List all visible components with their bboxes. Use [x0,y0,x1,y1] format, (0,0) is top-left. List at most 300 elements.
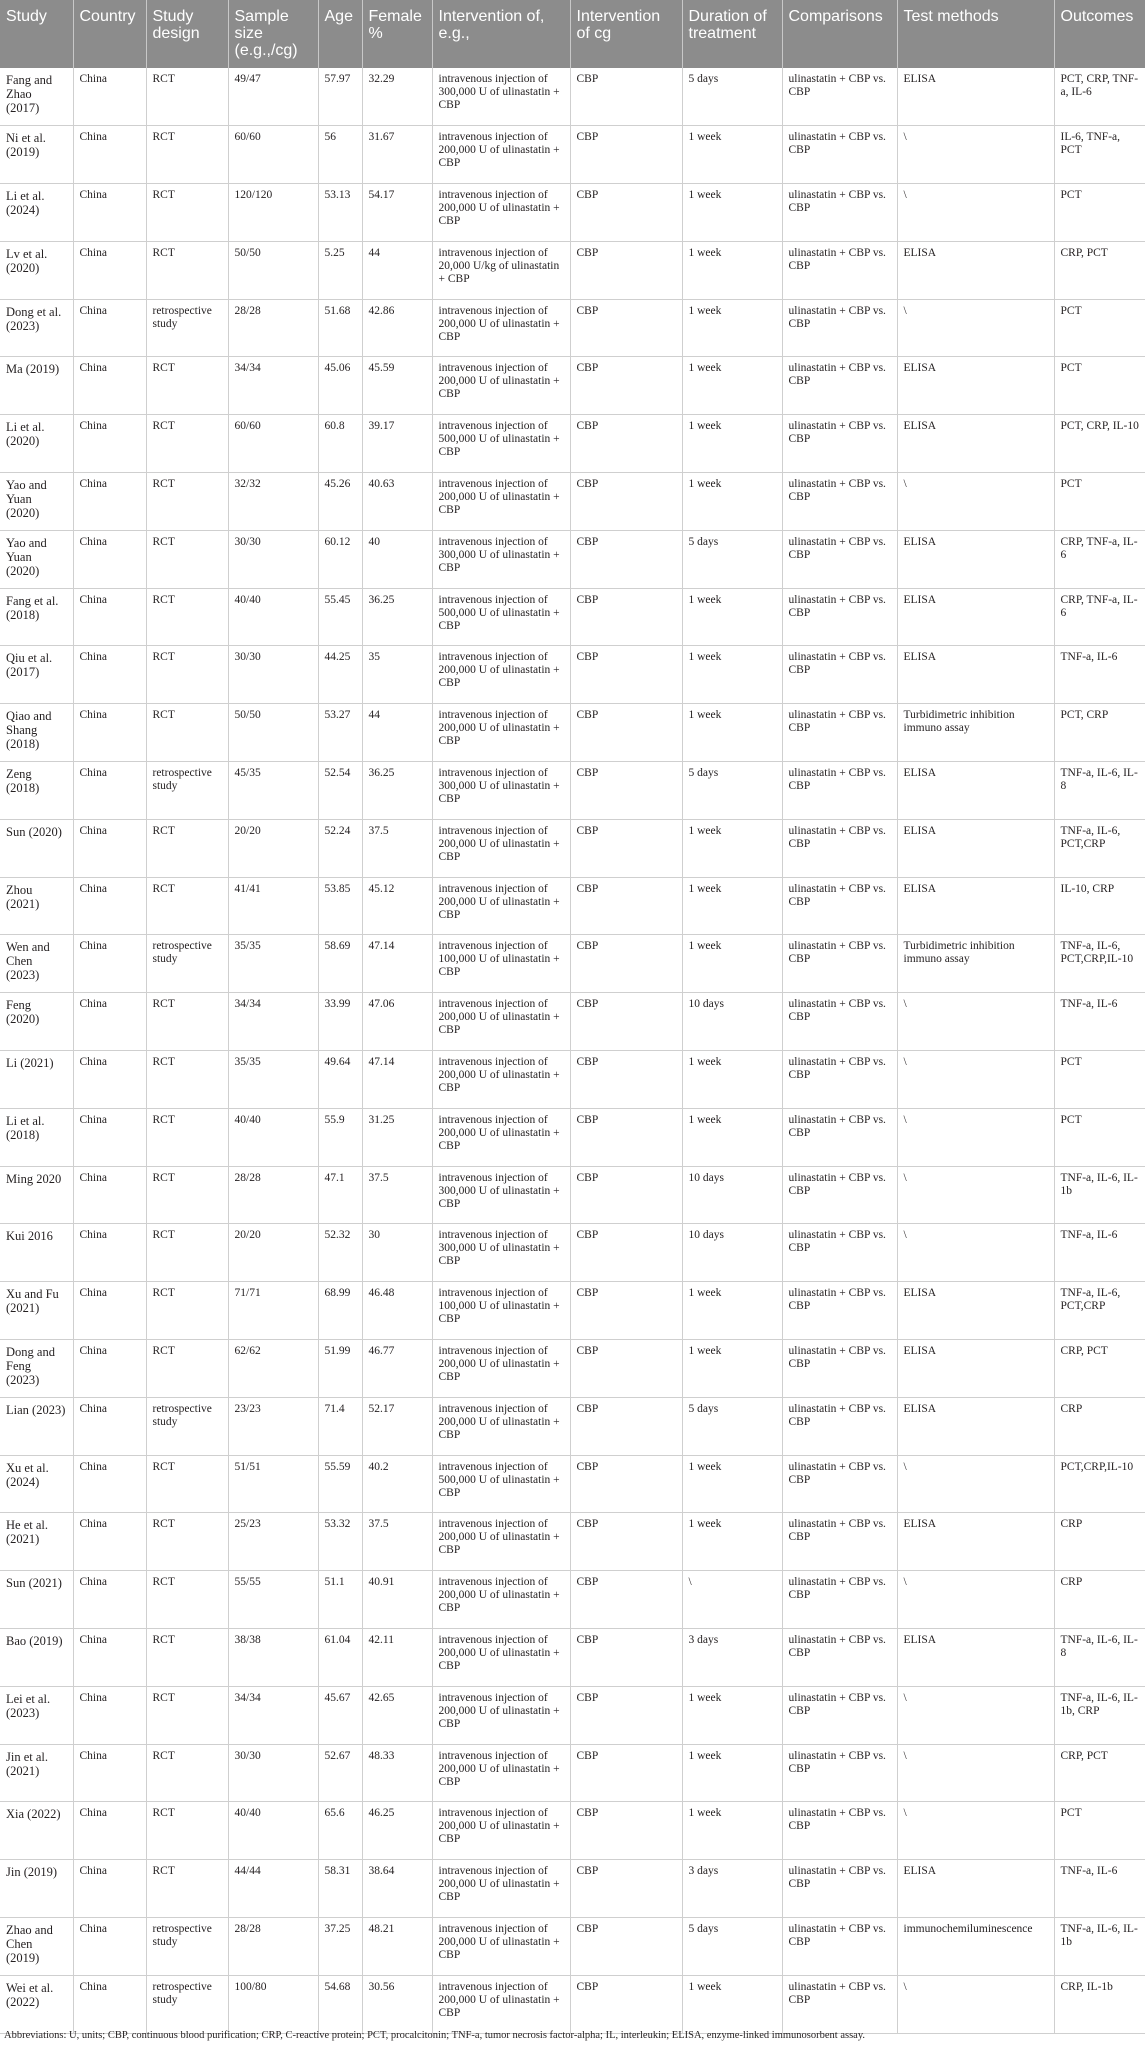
cell-female-percent: 37.5 [362,1166,432,1224]
cell-outcomes: CRP, TNF-a, IL-6 [1054,530,1145,588]
cell-sample-size: 38/38 [228,1629,318,1687]
cell-duration: 5 days [682,530,782,588]
cell-intervention-eg: intravenous injection of 500,000 U of ulinastatin + CBP [432,415,570,473]
cell-age: 65.6 [318,1802,362,1860]
cell-intervention-cg: CBP [570,704,682,762]
table-row [0,530,1145,588]
cell-comparisons: ulinastatin + CBP vs. CBP [782,1513,897,1571]
cell-age: 49.64 [318,1051,362,1109]
cell-intervention-cg: CBP [570,241,682,299]
table-row [0,1571,1145,1629]
cell-study-design: retrospective study [146,1975,228,2033]
cell-duration: 1 week [682,1340,782,1398]
cell-study-design: RCT [146,646,228,704]
cell-outcomes: PCT [1054,184,1145,242]
cell-test-methods: ELISA [897,357,1054,415]
cell-study: Xu et al. (2024) [0,1455,73,1513]
cell-age: 53.27 [318,704,362,762]
cell-intervention-eg: intravenous injection of 200,000 U of ulinastatin + CBP [432,877,570,935]
table-row [0,819,1145,877]
cell-study: Qiu et al. (2017) [0,646,73,704]
cell-age: 52.24 [318,819,362,877]
cell-duration: 1 week [682,1108,782,1166]
cell-sample-size: 34/34 [228,357,318,415]
cell-country: China [73,1571,146,1629]
cell-age: 55.45 [318,588,362,646]
cell-female-percent: 48.21 [362,1918,432,1976]
cell-study-design: RCT [146,1455,228,1513]
cell-test-methods: \ [897,1224,1054,1282]
cell-intervention-cg: CBP [570,819,682,877]
cell-comparisons: ulinastatin + CBP vs. CBP [782,1744,897,1802]
cell-duration: 1 week [682,1975,782,2033]
cell-study: Zhao and Chen (2019) [0,1918,73,1976]
cell-comparisons: ulinastatin + CBP vs. CBP [782,1802,897,1860]
cell-female-percent: 39.17 [362,415,432,473]
cell-test-methods: \ [897,299,1054,357]
cell-comparisons: ulinastatin + CBP vs. CBP [782,415,897,473]
cell-intervention-eg: intravenous injection of 200,000 U of ulinastatin + CBP [432,1744,570,1802]
cell-outcomes: TNF-a, IL-6, IL-1b [1054,1166,1145,1224]
cell-country: China [73,1686,146,1744]
cell-intervention-eg: intravenous injection of 20,000 U/kg of ulinastatin + CBP [432,241,570,299]
cell-age: 51.68 [318,299,362,357]
cell-intervention-cg: CBP [570,1340,682,1398]
cell-country: China [73,126,146,184]
cell-comparisons: ulinastatin + CBP vs. CBP [782,1166,897,1224]
cell-country: China [73,1744,146,1802]
cell-duration: 1 week [682,1282,782,1340]
cell-sample-size: 60/60 [228,415,318,473]
cell-duration: 1 week [682,935,782,993]
cell-study-design: RCT [146,68,228,126]
cell-comparisons: ulinastatin + CBP vs. CBP [782,126,897,184]
cell-comparisons: ulinastatin + CBP vs. CBP [782,1224,897,1282]
table-row [0,473,1145,531]
cell-study-design: RCT [146,588,228,646]
table-row [0,1397,1145,1455]
cell-age: 5.25 [318,241,362,299]
cell-duration: 5 days [682,1918,782,1976]
cell-study: Jin et al. (2021) [0,1744,73,1802]
cell-sample-size: 120/120 [228,184,318,242]
cell-study: Sun (2021) [0,1571,73,1629]
cell-duration: 1 week [682,126,782,184]
cell-age: 53.32 [318,1513,362,1571]
cell-duration: 1 week [682,299,782,357]
cell-comparisons: ulinastatin + CBP vs. CBP [782,762,897,820]
cell-intervention-eg: intravenous injection of 300,000 U of ulinastatin + CBP [432,68,570,126]
cell-intervention-cg: CBP [570,762,682,820]
cell-comparisons: ulinastatin + CBP vs. CBP [782,1686,897,1744]
cell-outcomes: PCT [1054,473,1145,531]
cell-country: China [73,704,146,762]
column-header-comparisons: Comparisons [782,0,897,68]
cell-study-design: retrospective study [146,299,228,357]
cell-outcomes: TNF-a, IL-6 [1054,993,1145,1051]
cell-comparisons: ulinastatin + CBP vs. CBP [782,877,897,935]
table-row [0,1108,1145,1166]
cell-test-methods: ELISA [897,1860,1054,1918]
cell-intervention-cg: CBP [570,588,682,646]
table-row [0,1918,1145,1976]
cell-outcomes: PCT [1054,1802,1145,1860]
cell-study-design: RCT [146,184,228,242]
cell-study-design: RCT [146,1629,228,1687]
cell-comparisons: ulinastatin + CBP vs. CBP [782,646,897,704]
table-row [0,762,1145,820]
table-row [0,415,1145,473]
cell-outcomes: CRP, PCT [1054,1744,1145,1802]
cell-test-methods: ELISA [897,1282,1054,1340]
cell-intervention-eg: intravenous injection of 200,000 U of ulinastatin + CBP [432,473,570,531]
cell-sample-size: 40/40 [228,1802,318,1860]
cell-intervention-cg: CBP [570,1918,682,1976]
cell-age: 53.85 [318,877,362,935]
cell-intervention-cg: CBP [570,1686,682,1744]
cell-female-percent: 30.56 [362,1975,432,2033]
column-header-country: Country [73,0,146,68]
table-row [0,126,1145,184]
cell-outcomes: PCT, CRP [1054,704,1145,762]
cell-female-percent: 42.11 [362,1629,432,1687]
column-header-age: Age [318,0,362,68]
cell-intervention-eg: intravenous injection of 200,000 U of ulinastatin + CBP [432,1975,570,2033]
cell-outcomes: IL-10, CRP [1054,877,1145,935]
cell-outcomes: TNF-a, IL-6 [1054,1224,1145,1282]
cell-test-methods: ELISA [897,877,1054,935]
cell-sample-size: 28/28 [228,1918,318,1976]
cell-outcomes: TNF-a, IL-6, PCT,CRP [1054,1282,1145,1340]
cell-intervention-cg: CBP [570,68,682,126]
cell-country: China [73,1629,146,1687]
cell-study: Wen and Chen (2023) [0,935,73,993]
cell-study: Yao and Yuan (2020) [0,473,73,531]
cell-intervention-eg: intravenous injection of 200,000 U of ulinastatin + CBP [432,1571,570,1629]
cell-intervention-eg: intravenous injection of 300,000 U of ulinastatin + CBP [432,1224,570,1282]
cell-study: Dong and Feng (2023) [0,1340,73,1398]
cell-country: China [73,1860,146,1918]
cell-test-methods: \ [897,184,1054,242]
cell-intervention-cg: CBP [570,877,682,935]
cell-sample-size: 25/23 [228,1513,318,1571]
cell-duration: 3 days [682,1860,782,1918]
cell-intervention-eg: intravenous injection of 200,000 U of ulinastatin + CBP [432,126,570,184]
cell-age: 45.26 [318,473,362,531]
cell-outcomes: TNF-a, IL-6, IL-8 [1054,762,1145,820]
cell-intervention-eg: intravenous injection of 100,000 U of ulinastatin + CBP [432,1282,570,1340]
cell-intervention-eg: intravenous injection of 200,000 U of ulinastatin + CBP [432,299,570,357]
cell-country: China [73,993,146,1051]
cell-age: 52.67 [318,1744,362,1802]
cell-outcomes: IL-6, TNF-a, PCT [1054,126,1145,184]
cell-female-percent: 54.17 [362,184,432,242]
cell-test-methods: \ [897,1802,1054,1860]
table-row [0,1802,1145,1860]
cell-duration: \ [682,1571,782,1629]
cell-sample-size: 30/30 [228,1744,318,1802]
cell-sample-size: 32/32 [228,473,318,531]
cell-study-design: RCT [146,1166,228,1224]
cell-duration: 1 week [682,588,782,646]
cell-age: 47.1 [318,1166,362,1224]
cell-intervention-eg: intravenous injection of 200,000 U of ulinastatin + CBP [432,1108,570,1166]
cell-duration: 3 days [682,1629,782,1687]
cell-sample-size: 40/40 [228,1108,318,1166]
cell-comparisons: ulinastatin + CBP vs. CBP [782,1860,897,1918]
cell-intervention-cg: CBP [570,1860,682,1918]
cell-female-percent: 36.25 [362,762,432,820]
cell-country: China [73,588,146,646]
cell-country: China [73,1455,146,1513]
cell-country: China [73,68,146,126]
column-header-study: Study [6,8,47,25]
cell-comparisons: ulinastatin + CBP vs. CBP [782,241,897,299]
cell-country: China [73,1282,146,1340]
cell-female-percent: 40.91 [362,1571,432,1629]
cell-outcomes: PCT [1054,1108,1145,1166]
cell-intervention-cg: CBP [570,473,682,531]
cell-study-design: RCT [146,241,228,299]
cell-study: Li et al. (2018) [0,1108,73,1166]
cell-age: 54.68 [318,1975,362,2033]
cell-intervention-cg: CBP [570,1051,682,1109]
cell-study-design: RCT [146,877,228,935]
column-header-test-methods: Test methods [897,0,1054,68]
cell-duration: 1 week [682,1802,782,1860]
cell-outcomes: PCT [1054,1051,1145,1109]
cell-study: Ming 2020 [0,1166,73,1224]
cell-study-design: retrospective study [146,762,228,820]
cell-study-design: RCT [146,993,228,1051]
table-row [0,1686,1145,1744]
cell-sample-size: 28/28 [228,1166,318,1224]
table-row [0,299,1145,357]
table-header-row [0,0,1145,68]
cell-intervention-eg: intravenous injection of 200,000 U of ulinastatin + CBP [432,1686,570,1744]
cell-intervention-eg: intravenous injection of 200,000 U of ulinastatin + CBP [432,646,570,704]
cell-test-methods: ELISA [897,1397,1054,1455]
cell-study-design: RCT [146,473,228,531]
cell-study: Fang et al. (2018) [0,588,73,646]
cell-intervention-eg: intravenous injection of 200,000 U of ulinastatin + CBP [432,993,570,1051]
cell-sample-size: 60/60 [228,126,318,184]
cell-country: China [73,877,146,935]
cell-age: 61.04 [318,1629,362,1687]
cell-intervention-cg: CBP [570,1224,682,1282]
cell-female-percent: 36.25 [362,588,432,646]
cell-age: 68.99 [318,1282,362,1340]
cell-sample-size: 71/71 [228,1282,318,1340]
cell-female-percent: 42.65 [362,1686,432,1744]
cell-sample-size: 51/51 [228,1455,318,1513]
cell-intervention-cg: CBP [570,1629,682,1687]
cell-study-design: RCT [146,415,228,473]
cell-outcomes: PCT [1054,299,1145,357]
cell-study: Feng (2020) [0,993,73,1051]
cell-outcomes: CRP, PCT [1054,1340,1145,1398]
cell-age: 52.54 [318,762,362,820]
cell-intervention-cg: CBP [570,1108,682,1166]
cell-country: China [73,1918,146,1976]
cell-comparisons: ulinastatin + CBP vs. CBP [782,1975,897,2033]
cell-comparisons: ulinastatin + CBP vs. CBP [782,1397,897,1455]
table-row [0,1224,1145,1282]
cell-test-methods: Turbidimetric inhibition immuno assay [897,935,1054,993]
cell-female-percent: 32.29 [362,68,432,126]
cell-test-methods: ELISA [897,68,1054,126]
cell-duration: 1 week [682,357,782,415]
cell-age: 60.12 [318,530,362,588]
cell-intervention-cg: CBP [570,935,682,993]
cell-intervention-eg: intravenous injection of 200,000 U of ulinastatin + CBP [432,1513,570,1571]
cell-country: China [73,1166,146,1224]
cell-intervention-cg: CBP [570,1513,682,1571]
cell-test-methods: \ [897,993,1054,1051]
cell-duration: 1 week [682,646,782,704]
cell-study: Fang and Zhao (2017) [0,68,73,126]
cell-age: 58.69 [318,935,362,993]
cell-outcomes: TNF-a, IL-6, IL-8 [1054,1629,1145,1687]
cell-test-methods: ELISA [897,241,1054,299]
cell-study-design: RCT [146,1224,228,1282]
cell-intervention-cg: CBP [570,993,682,1051]
cell-study: Lei et al. (2023) [0,1686,73,1744]
cell-female-percent: 44 [362,704,432,762]
cell-outcomes: TNF-a, IL-6, PCT,CRP [1054,819,1145,877]
cell-age: 44.25 [318,646,362,704]
cell-outcomes: PCT, CRP, IL-10 [1054,415,1145,473]
cell-intervention-cg: CBP [570,299,682,357]
cell-duration: 5 days [682,1397,782,1455]
cell-comparisons: ulinastatin + CBP vs. CBP [782,357,897,415]
cell-comparisons: ulinastatin + CBP vs. CBP [782,1108,897,1166]
cell-test-methods: ELISA [897,819,1054,877]
cell-sample-size: 35/35 [228,1051,318,1109]
cell-duration: 10 days [682,1166,782,1224]
cell-country: China [73,1224,146,1282]
cell-sample-size: 62/62 [228,1340,318,1398]
cell-age: 51.99 [318,1340,362,1398]
cell-age: 51.1 [318,1571,362,1629]
cell-intervention-eg: intravenous injection of 200,000 U of ulinastatin + CBP [432,819,570,877]
cell-intervention-eg: intravenous injection of 500,000 U of ulinastatin + CBP [432,1455,570,1513]
cell-study-design: RCT [146,704,228,762]
table-row [0,357,1145,415]
cell-study: Zeng (2018) [0,762,73,820]
cell-female-percent: 38.64 [362,1860,432,1918]
cell-age: 45.06 [318,357,362,415]
table-row [0,1455,1145,1513]
table-row [0,993,1145,1051]
table-row [0,877,1145,935]
cell-sample-size: 49/47 [228,68,318,126]
cell-comparisons: ulinastatin + CBP vs. CBP [782,530,897,588]
cell-outcomes: CRP [1054,1513,1145,1571]
cell-country: China [73,530,146,588]
cell-duration: 1 week [682,819,782,877]
cell-test-methods: \ [897,473,1054,531]
cell-study: Sun (2020) [0,819,73,877]
cell-duration: 1 week [682,415,782,473]
cell-female-percent: 35 [362,646,432,704]
cell-intervention-cg: CBP [570,530,682,588]
cell-outcomes: PCT [1054,357,1145,415]
cell-comparisons: ulinastatin + CBP vs. CBP [782,993,897,1051]
cell-study: Kui 2016 [0,1224,73,1282]
cell-intervention-cg: CBP [570,1571,682,1629]
cell-country: China [73,415,146,473]
table-row [0,1975,1145,2033]
cell-country: China [73,299,146,357]
cell-age: 45.67 [318,1686,362,1744]
cell-female-percent: 44 [362,241,432,299]
cell-intervention-eg: intravenous injection of 100,000 U of ulinastatin + CBP [432,935,570,993]
cell-intervention-eg: intravenous injection of 200,000 U of ulinastatin + CBP [432,1802,570,1860]
cell-sample-size: 55/55 [228,1571,318,1629]
cell-test-methods: ELISA [897,1340,1054,1398]
cell-intervention-eg: intravenous injection of 200,000 U of ulinastatin + CBP [432,1629,570,1687]
cell-study-design: RCT [146,1744,228,1802]
cell-study: Yao and Yuan (2020) [0,530,73,588]
cell-study-design: RCT [146,1686,228,1744]
cell-country: China [73,1108,146,1166]
cell-sample-size: 20/20 [228,1224,318,1282]
cell-female-percent: 45.59 [362,357,432,415]
cell-sample-size: 30/30 [228,646,318,704]
cell-age: 60.8 [318,415,362,473]
table-row [0,241,1145,299]
cell-duration: 1 week [682,1455,782,1513]
cell-test-methods: \ [897,1051,1054,1109]
cell-sample-size: 50/50 [228,241,318,299]
cell-sample-size: 41/41 [228,877,318,935]
cell-duration: 1 week [682,877,782,935]
cell-duration: 1 week [682,184,782,242]
cell-intervention-eg: intravenous injection of 200,000 U of ulinastatin + CBP [432,1340,570,1398]
cell-age: 55.9 [318,1108,362,1166]
table-row [0,1860,1145,1918]
cell-female-percent: 37.5 [362,1513,432,1571]
cell-country: China [73,935,146,993]
cell-comparisons: ulinastatin + CBP vs. CBP [782,299,897,357]
cell-intervention-eg: intravenous injection of 500,000 U of ulinastatin + CBP [432,588,570,646]
cell-country: China [73,473,146,531]
cell-test-methods: Turbidimetric inhibition immuno assay [897,704,1054,762]
table-row [0,646,1145,704]
cell-country: China [73,762,146,820]
cell-study: Xia (2022) [0,1802,73,1860]
cell-study-design: RCT [146,1051,228,1109]
abbreviations-footnote: Abbreviations: U, units; CBP, continuous blood purification; CRP, C-reactive protein; PCT, procalcitonin; TNF-a, tumor necrosis factor-alpha; IL, interleukin; ELISA, enzyme-linked immunosorbent assay. [4,2030,866,2041]
cell-test-methods: \ [897,1455,1054,1513]
cell-study-design: RCT [146,530,228,588]
table-row [0,1513,1145,1571]
cell-country: China [73,241,146,299]
cell-comparisons: ulinastatin + CBP vs. CBP [782,68,897,126]
cell-female-percent: 30 [362,1224,432,1282]
cell-test-methods: ELISA [897,1629,1054,1687]
cell-test-methods: immunochemiluminescence [897,1918,1054,1976]
cell-study-design: RCT [146,1802,228,1860]
cell-country: China [73,184,146,242]
column-header-outcomes: Outcomes [1054,0,1145,68]
cell-duration: 1 week [682,1686,782,1744]
table-row [0,1744,1145,1802]
cell-study: Wei et al. (2022) [0,1975,73,2033]
cell-study-design: RCT [146,357,228,415]
cell-outcomes: CRP [1054,1571,1145,1629]
